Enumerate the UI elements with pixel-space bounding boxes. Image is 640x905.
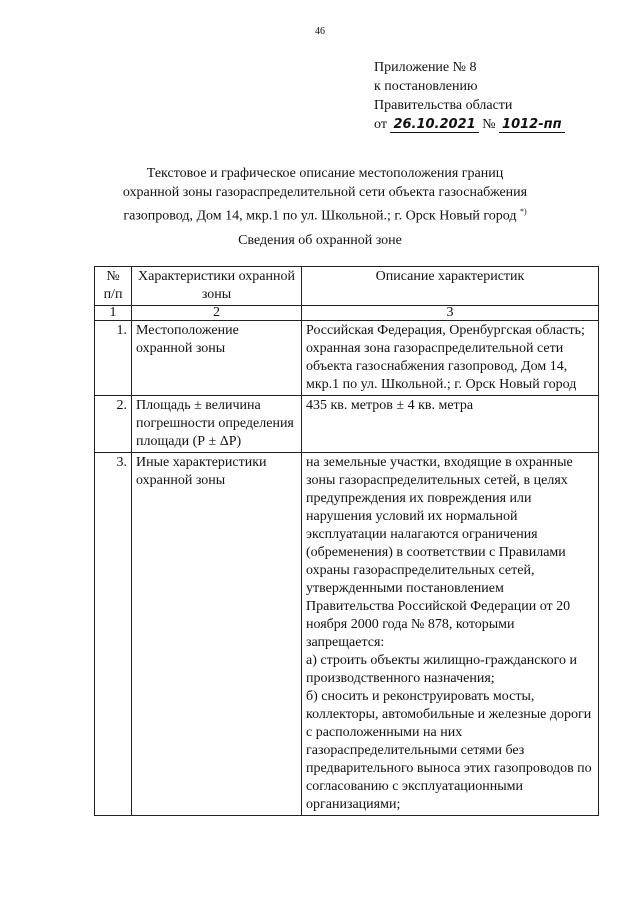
row-description — [302, 453, 599, 816]
appendix-line-2: к постановлению — [374, 79, 478, 94]
row-characteristic: Местоположение охранной зоны — [132, 321, 302, 396]
title-line-3: газопровод, Дом 14, мкр.1 по ул. Школьной.; г. Орск Новый город *) — [123, 207, 527, 224]
appendix-line-1: Приложение № 8 — [374, 60, 477, 75]
restriction-item-b: б) сносить и реконструировать мосты, коллекторы, автомобильные и железные дороги с расположенными на них газораспределительными сетями без предварительного выноса этих газопроводов по согласованию с эксплуатационными организациями; — [306, 689, 592, 812]
row-number: 3. — [95, 453, 132, 816]
index-cell: 1 — [95, 306, 132, 321]
table-row — [95, 396, 599, 453]
footnote-mark: *) — [519, 207, 527, 216]
row-description: Российская Федерация, Оренбургская область; охранная зона газораспределительной сети объекта газоснабжения газопровод, Дом 14, мкр.1 по ул. Школьной.; г. Орск Новый город — [302, 321, 599, 396]
restriction-item-a: а) строить объекты жилищно-гражданского и производственного назначения; — [306, 653, 577, 686]
title-line-2: охранной зоны газораспределительной сети объекта газоснабжения — [122, 185, 528, 200]
handwritten-number: 1012-пп — [499, 117, 565, 133]
header-characteristic: Характеристики охранной зоны — [132, 267, 302, 306]
restrictions-intro: на земельные участки, входящие в охранные зоны газораспределительных сетей, в целях предупреждения их повреждения или нарушения условий их нормальной эксплуатации налагаются ограничения (обременения) в соответствии с Правилами охраны газораспределительных сетей, утвержденными постановлением Правительства Российской Федерации от 20 ноября 2000 года № 878, которыми запрещается: — [306, 455, 573, 650]
number-prefix: № — [482, 117, 496, 132]
header-num: № п/п — [95, 267, 132, 306]
row-characteristic: Иные характеристики охранной зоны — [132, 453, 302, 816]
section-title: Сведения об охранной зоне — [238, 233, 402, 248]
handwritten-date: 26.10.2021 — [390, 117, 478, 133]
table-header-row — [95, 267, 599, 306]
index-cell: 3 — [302, 306, 599, 321]
row-number: 2. — [95, 396, 132, 453]
appendix-line-3: Правительства области — [374, 98, 513, 113]
document-title — [90, 164, 560, 226]
row-number: 1. — [95, 321, 132, 396]
page-number: 46 — [315, 26, 325, 37]
date-prefix: от — [374, 117, 387, 132]
title-line-1: Текстовое и графическое описание местоположения границ — [146, 166, 504, 181]
index-cell: 2 — [132, 306, 302, 321]
appendix-date-line — [374, 115, 565, 134]
table-row — [95, 321, 599, 396]
header-description: Описание характеристик — [302, 267, 599, 306]
row-description: 435 кв. метров ± 4 кв. метра — [302, 396, 599, 453]
appendix-block — [374, 58, 565, 134]
table-index-row — [95, 306, 599, 321]
row-characteristic: Площадь ± величина погрешности определения площади (Р ± ΔР) — [132, 396, 302, 453]
table-row — [95, 453, 599, 816]
zone-table — [94, 266, 599, 816]
